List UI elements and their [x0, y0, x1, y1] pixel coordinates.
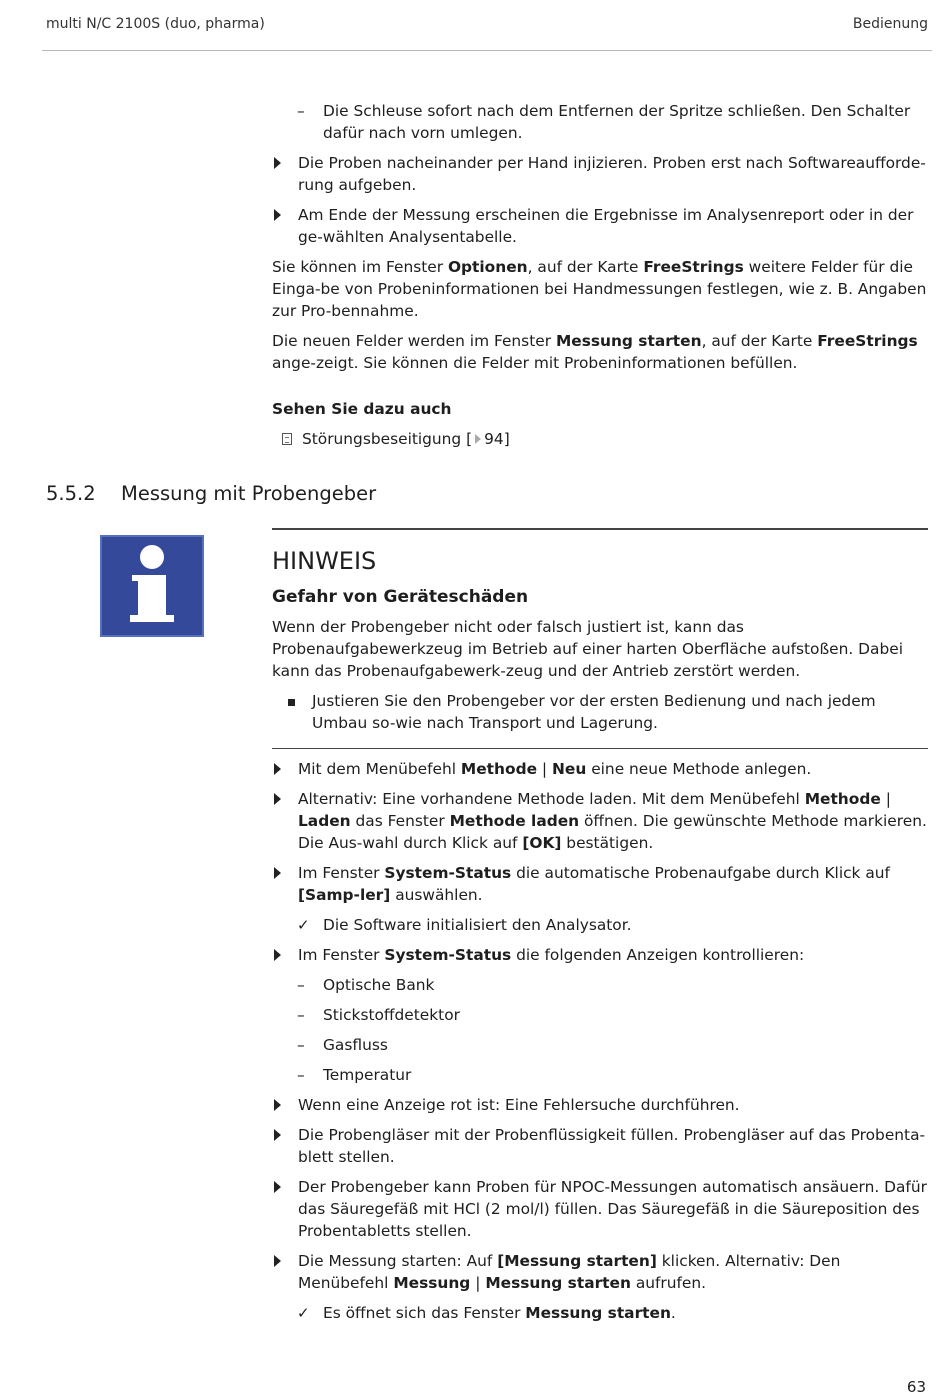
- dash-item-text: Die Schleuse sofort nach dem Entfernen der Spritze schließen. Den Schalter dafür nach vorn umlegen.: [323, 102, 911, 142]
- step-item: Im Fenster System-Status die folgenden Anzeigen kontrollieren:: [272, 944, 928, 966]
- note-top-rule: [272, 528, 928, 530]
- checkmark-icon: ✓: [297, 916, 310, 934]
- step-arrow-icon: [272, 152, 292, 175]
- dash-marker: –: [297, 976, 305, 994]
- step-item: Im Fenster System-Status die automatische Probenaufgabe durch Klick auf [Samp-ler] auswählen.: [272, 862, 928, 906]
- step-item: Der Probengeber kann Proben für NPOC-Messungen automatisch ansäuern. Dafür das Säuregefäß mit HCl (2 mol/l) füllen. Das Säuregefäß in die Säureposition des Probentabletts stellen.: [272, 1176, 928, 1242]
- check-list-item: – Temperatur: [297, 1066, 412, 1084]
- cross-reference-link[interactable]: [272, 428, 928, 450]
- section-number: 5.5.2: [46, 482, 96, 505]
- step-item: [272, 204, 928, 248]
- checkmark-icon: ✓: [297, 1304, 310, 1322]
- step-item: Mit dem Menübefehl Methode | Neu eine neue Methode anlegen.: [272, 758, 928, 780]
- procedure-steps: [272, 758, 928, 1332]
- step-arrow-icon: [272, 788, 292, 811]
- paragraph-options: Sie können im Fenster Optionen, auf der Karte FreeStrings weitere Felder für die Einga-be von Probeninformationen bei Handmessungen festlegen, wie z. B. Angaben zur Pro-bennahme.: [272, 258, 927, 320]
- running-header-chapter: Bedienung: [852, 16, 928, 32]
- note-subtitle: Gefahr von Geräteschäden: [272, 587, 529, 607]
- step-arrow-icon: [272, 758, 292, 781]
- step-arrow-icon: [272, 1250, 292, 1273]
- note-title: HINWEIS: [272, 547, 377, 575]
- dash-marker: –: [297, 1036, 305, 1054]
- step-item: Alternativ: Eine vorhandene Methode laden. Mit dem Menübefehl Methode | Laden das Fenster Methode laden öffnen. Die gewünschte Methode markieren. Die Aus-wahl durch Klick auf [OK] bestätigen.: [272, 788, 928, 854]
- note-bottom-rule: [272, 748, 928, 749]
- note-text: Wenn der Probengeber nicht oder falsch justiert ist, kann das Probenaufgabewerkzeug im Betrieb auf einer harten Oberfläche aufstoßen. Dabei kann das Probenaufgabewerk-zeug und der Antrieb zerstört werden.: [272, 618, 903, 680]
- check-list-item: – Stickstoffdetektor: [297, 1006, 460, 1024]
- info-icon: [100, 535, 204, 637]
- step-arrow-icon: [272, 1176, 292, 1199]
- running-header-title: multi N/C 2100S (duo, pharma): [46, 16, 265, 32]
- see-also-heading: Sehen Sie dazu auch: [272, 400, 452, 418]
- document-icon: [282, 433, 292, 445]
- step-text: Die Proben nacheinander per Hand injizieren. Proben erst nach Softwareaufforde-rung aufgeben.: [298, 154, 926, 194]
- paragraph-new-fields: Die neuen Felder werden im Fenster Messung starten, auf der Karte FreeStrings ange-zeigt. Sie können die Felder mit Probeninformationen befüllen.: [272, 332, 918, 372]
- cross-reference-page: 94]: [484, 430, 510, 448]
- check-list-item: – Optische Bank: [297, 976, 435, 994]
- result-item: [297, 914, 928, 936]
- step-arrow-icon: [272, 944, 292, 967]
- note-content: [272, 546, 928, 742]
- step-arrow-icon: [272, 862, 292, 885]
- step-text: Am Ende der Messung erscheinen die Ergebnisse im Analysenreport oder in der ge-wählten Analysentabelle.: [298, 206, 914, 246]
- note-bullet: [286, 690, 928, 734]
- step-item: Die Messung starten: Auf [Messung starten] klicken. Alternativ: Den Menübefehl Messung | Messung starten aufrufen.: [272, 1250, 928, 1294]
- note-bullet-text: Justieren Sie den Probengeber vor der ersten Bedienung und nach jedem Umbau so-wie nach Transport und Lagerung.: [312, 692, 876, 732]
- step-arrow-icon: [272, 1094, 292, 1117]
- step-item: [272, 152, 928, 196]
- square-bullet-icon: [286, 690, 306, 712]
- dash-marker: –: [297, 1006, 305, 1024]
- result-text: Die Software initialisiert den Analysator.: [323, 916, 632, 934]
- dash-marker: –: [297, 102, 305, 120]
- dash-item: [297, 100, 928, 144]
- result-item: ✓ Es öffnet sich das Fenster Messung starten.: [297, 1304, 676, 1322]
- step-arrow-icon: [272, 204, 292, 227]
- page-number: 63: [906, 1378, 926, 1396]
- page-arrow-icon: [475, 434, 481, 444]
- check-list-item: – Gasfluss: [297, 1036, 388, 1054]
- step-item: Wenn eine Anzeige rot ist: Eine Fehlersuche durchführen.: [272, 1094, 928, 1116]
- dash-marker: –: [297, 1066, 305, 1084]
- step-item: Die Probengläser mit der Probenflüssigkeit füllen. Probengläser auf das Probenta-blett stellen.: [272, 1124, 928, 1168]
- step-arrow-icon: [272, 1124, 292, 1147]
- header-divider: [42, 50, 932, 51]
- cross-reference-text: Störungsbeseitigung [: [302, 430, 473, 448]
- upper-content: [272, 100, 928, 450]
- section-title: Messung mit Probengeber: [121, 482, 377, 505]
